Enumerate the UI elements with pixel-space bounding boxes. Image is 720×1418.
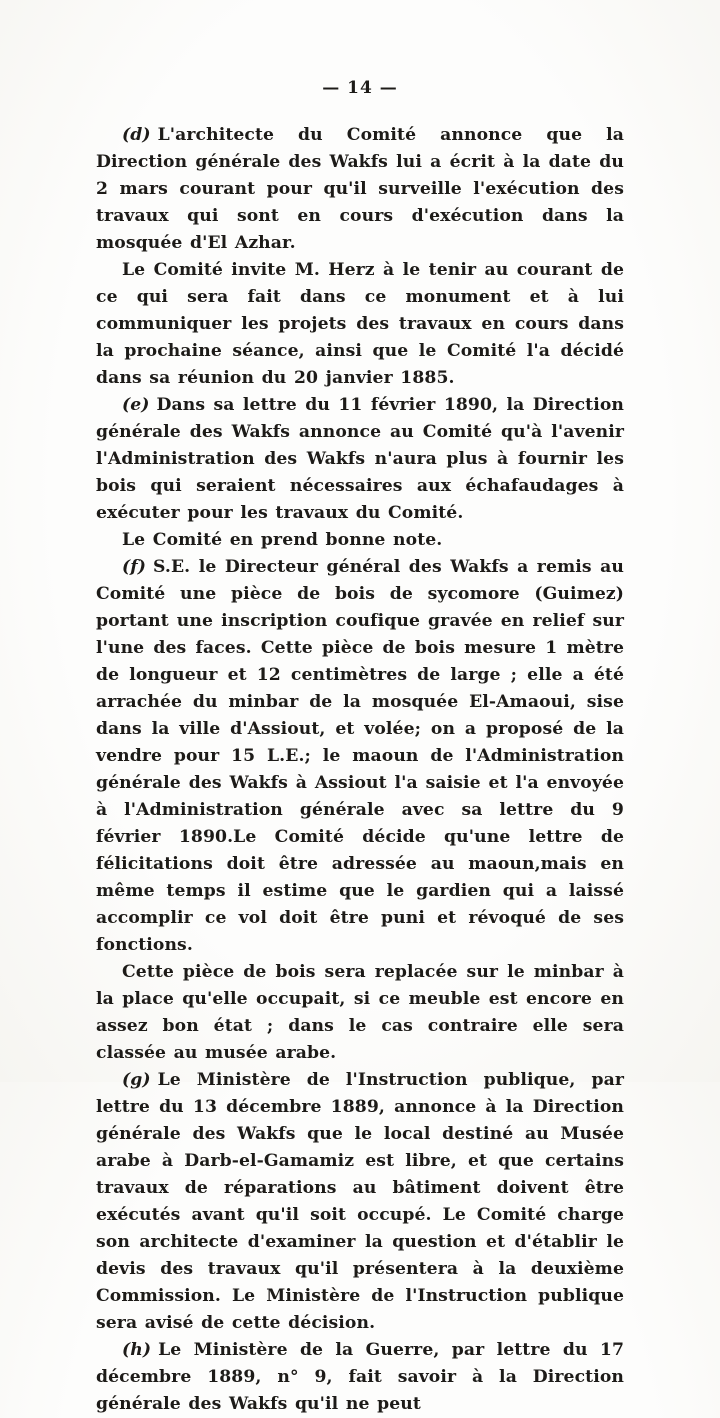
paragraph-marker: (e) — [122, 395, 150, 415]
paragraph-text: Le Ministère de la Guerre, par lettre du 17 décembre 1889, n° 9, fait savoir à la Direction générale des Wakfs qu'il ne peut — [96, 1340, 624, 1414]
paragraph-text: Dans sa lettre du 11 février 1890, la Direction générale des Wakfs annonce au Comité qu'à l'avenir l'Administration des Wakfs n'aura plus à fournir les bois qui seraient nécessaires aux échafaudages à exécuter pour les travaux du Comité. — [96, 395, 624, 523]
paragraph-marker: (f) — [122, 557, 146, 577]
paragraph — [96, 257, 624, 392]
paragraph-text: S.E. le Directeur général des Wakfs a remis au Comité une pièce de bois de sycomore (Guimez) portant une inscription coufique gravée en relief sur l'une des faces. Cette pièce de bois mesure 1 mètre de longueur et 12 centimètres de large ; elle a été arrachée du minbar de la mosquée El-Amaoui, sise dans la ville d'Assiout, et volée; on a proposé de la vendre pour 15 L.E.; le maoun de l'Administration générale des Wakfs à Assiout l'a saisie et l'a envoyée à l'Administration générale avec sa lettre du 9 février 1890.Le Comité décide qu'une lettre de félicitations doit être adressée au maoun,mais en même temps il estime que le gardien qui a laissé accomplir ce vol doit être puni et révoqué de ses fonctions. — [96, 557, 624, 955]
paragraph-text: Cette pièce de bois sera replacée sur le minbar à la place qu'elle occupait, si ce meuble est encore en assez bon état ; dans le cas contraire elle sera classée au musée arabe. — [96, 962, 624, 1063]
paragraph — [96, 392, 624, 527]
paragraph-text: Le Comité en prend bonne note. — [122, 530, 443, 550]
paragraph — [96, 1067, 624, 1337]
paragraph-text: Le Ministère de l'Instruction publique, par lettre du 13 décembre 1889, annonce à la Direction générale des Wakfs que le local destiné au Musée arabe à Darb-el-Gamamiz est libre, et que certains travaux de réparations au bâtiment doivent être exécutés avant qu'il soit occupé. Le Comité charge son architecte d'examiner la question et d'établir le devis des travaux qu'il présentera à la deuxième Commission. Le Ministère de l'Instruction publique sera avisé de cette décision. — [96, 1070, 624, 1333]
paragraph — [96, 1337, 624, 1418]
document-body — [96, 122, 624, 1418]
paragraph-text: Le Comité invite M. Herz à le tenir au courant de ce qui sera fait dans ce monument et à lui communiquer les projets des travaux en cours dans la prochaine séance, ainsi que le Comité l'a décidé dans sa réunion du 20 janvier 1885. — [96, 260, 624, 388]
paragraph-marker: (h) — [122, 1340, 152, 1360]
paragraph — [96, 959, 624, 1067]
page-number-header: — 14 — — [322, 78, 398, 98]
paragraph-text: L'architecte du Comité annonce que la Direction générale des Wakfs lui a écrit à la date du 2 mars courant pour qu'il surveille l'exécution des travaux qui sont en cours d'exécution dans la mosquée d'El Azhar. — [96, 125, 624, 253]
paragraph-marker: (d) — [122, 125, 151, 145]
paragraph — [96, 122, 624, 257]
paragraph-marker: (g) — [122, 1070, 151, 1090]
paragraph — [96, 527, 624, 554]
paragraph — [96, 554, 624, 959]
